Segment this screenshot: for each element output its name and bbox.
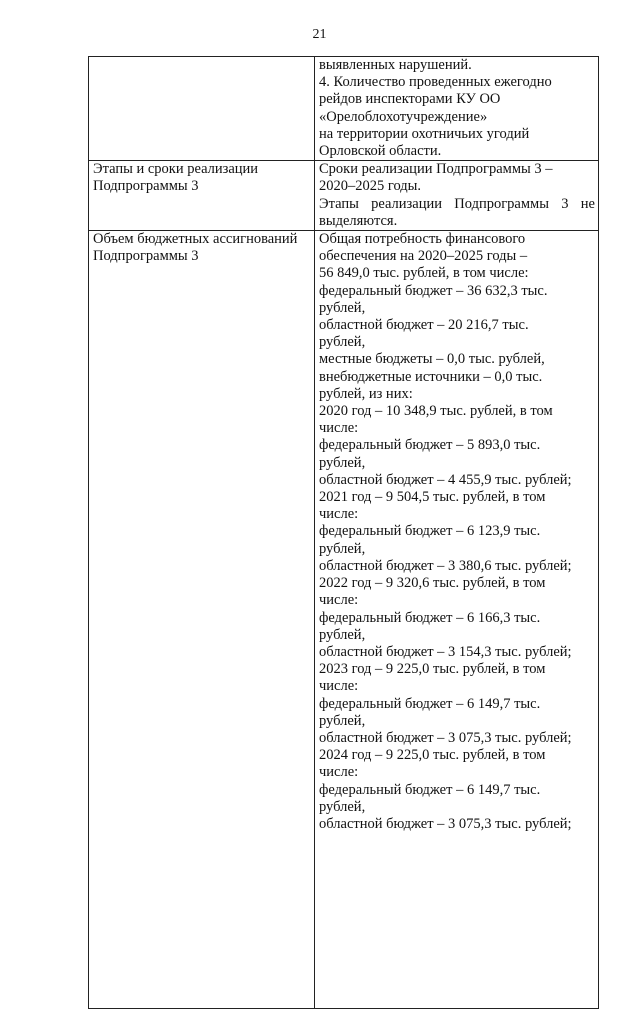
- page-number: 21: [312, 27, 327, 42]
- row-content-line: областной бюджет – 3 380,6 тыс. рублей;: [319, 557, 572, 574]
- row-content-line: рублей,: [319, 626, 366, 643]
- row-heading-cell: [89, 57, 315, 161]
- row-content-line: числе:: [319, 678, 359, 695]
- row-content-line: рублей,: [319, 798, 366, 815]
- row-content-line: 2023 год – 9 225,0 тыс. рублей, в том: [319, 661, 546, 678]
- row-content-line: выделяются.: [319, 212, 398, 229]
- row-content-line: рублей,: [319, 454, 366, 471]
- row-content-line: обеспечения на 2020–2025 годы –: [319, 248, 528, 265]
- row-content-line: областной бюджет – 20 216,7 тыс.: [319, 317, 529, 334]
- passport-table: [88, 56, 599, 1009]
- table-row: [89, 231, 599, 1009]
- row-content-line: федеральный бюджет – 5 893,0 тыс.: [319, 437, 541, 454]
- row-content-cell: [315, 161, 599, 231]
- row-content-line: числе:: [319, 420, 359, 437]
- row-content-line: рублей,: [319, 299, 366, 316]
- row-content-line: 4. Количество проведенных ежегодно: [319, 74, 552, 91]
- row-content-line: 56 849,0 тыс. рублей, в том числе:: [319, 265, 529, 282]
- row-content-line: числе:: [319, 506, 359, 523]
- row-heading-cell: [89, 231, 315, 1009]
- row-content-line: числе:: [319, 764, 359, 781]
- row-content-line: Общая потребность финансового: [319, 231, 526, 248]
- row-content-line: федеральный бюджет – 6 123,9 тыс.: [319, 523, 541, 540]
- row-content-line: областной бюджет – 3 075,3 тыс. рублей;: [319, 729, 572, 746]
- row-content-line: федеральный бюджет – 36 632,3 тыс.: [319, 282, 548, 299]
- table-row: [89, 57, 599, 161]
- row-content-line: Этапы реализации Подпрограммы 3 не: [319, 195, 595, 212]
- row-content-line: числе:: [319, 592, 359, 609]
- row-content-line: областной бюджет – 3 154,3 тыс. рублей;: [319, 643, 572, 660]
- row-content-line: на территории охотничьих угодий: [319, 125, 530, 142]
- row-content-line: Сроки реализации Подпрограммы 3 –: [319, 161, 553, 178]
- row-content-line: 2020 год – 10 348,9 тыс. рублей, в том: [319, 403, 553, 420]
- row-content-line: федеральный бюджет – 6 149,7 тыс.: [319, 781, 541, 798]
- row-content-line: 2020–2025 годы.: [319, 178, 422, 195]
- row-content-cell: [315, 231, 599, 1009]
- row-content-line: 2024 год – 9 225,0 тыс. рублей, в том: [319, 747, 546, 764]
- row-heading-line: Объем бюджетных ассигнований: [93, 231, 298, 248]
- row-content-line: рублей, из них:: [319, 385, 413, 402]
- row-heading-line: Подпрограммы 3: [93, 178, 199, 195]
- row-content-line: Орловской области.: [319, 143, 442, 160]
- row-heading-cell: [89, 161, 315, 231]
- row-heading-line: Этапы и сроки реализации: [93, 161, 259, 178]
- row-content-line: областной бюджет – 3 075,3 тыс. рублей;: [319, 815, 572, 832]
- row-heading-line: Подпрограммы 3: [93, 248, 199, 265]
- row-content-line: «Орелоблохотучреждение»: [319, 108, 488, 125]
- row-content-line: 2021 год – 9 504,5 тыс. рублей, в том: [319, 489, 546, 506]
- row-content-line: местные бюджеты – 0,0 тыс. рублей,: [319, 351, 545, 368]
- row-content-line: федеральный бюджет – 6 166,3 тыс.: [319, 609, 541, 626]
- row-content-cell: [315, 57, 599, 161]
- row-content-line: федеральный бюджет – 6 149,7 тыс.: [319, 695, 541, 712]
- row-content-line: рублей,: [319, 540, 366, 557]
- row-content-line: областной бюджет – 4 455,9 тыс. рублей;: [319, 471, 572, 488]
- row-content-line: выявленных нарушений.: [319, 57, 472, 73]
- row-content-line: рублей,: [319, 334, 366, 351]
- row-content-line: внебюджетные источники – 0,0 тыс.: [319, 368, 543, 385]
- row-content-line: рейдов инспекторами КУ ОО: [319, 91, 501, 108]
- table-row: [89, 161, 599, 231]
- row-content-line: рублей,: [319, 712, 366, 729]
- row-content-line: 2022 год – 9 320,6 тыс. рублей, в том: [319, 575, 546, 592]
